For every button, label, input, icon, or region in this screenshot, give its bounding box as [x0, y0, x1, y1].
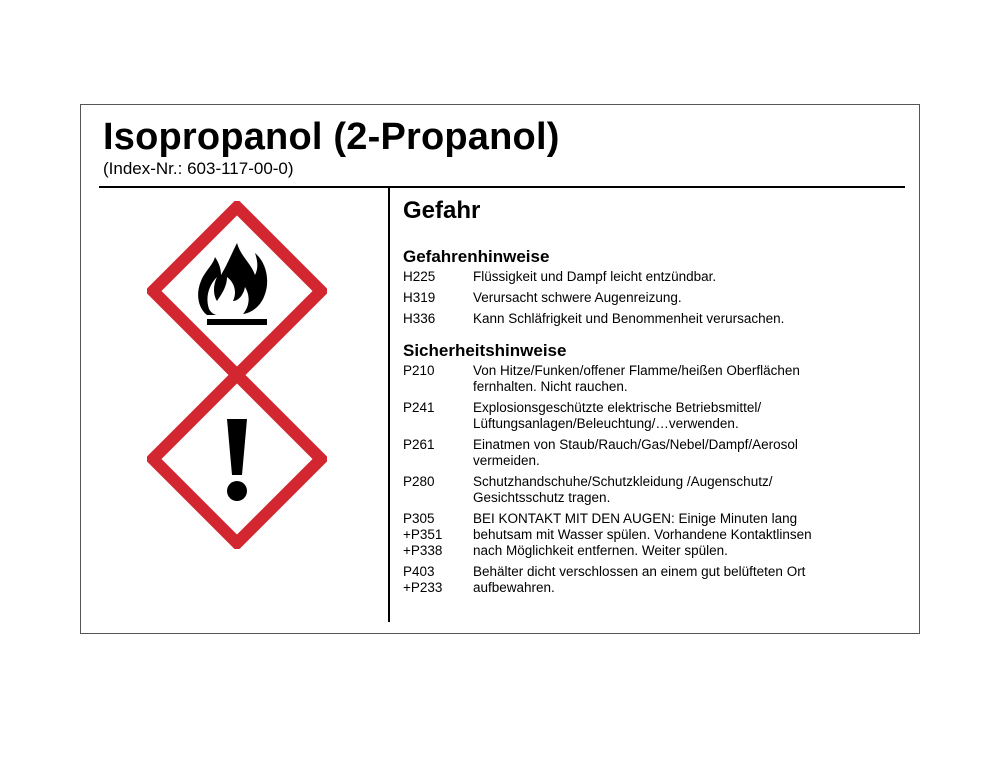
precautionary-statements-list: [403, 363, 903, 596]
hazard-statement: [403, 290, 903, 306]
precautionary-statement: [403, 363, 903, 395]
statement-text: Kann Schläfrigkeit und Benommenheit verursachen.: [473, 311, 785, 326]
statement-code: P305 +P351 +P338: [403, 511, 443, 558]
precautionary-statement: [403, 564, 903, 596]
index-number: (Index-Nr.: 603-117-00-0): [103, 159, 294, 178]
ghs-pictograms: [141, 201, 333, 549]
statement-text: Behälter dicht verschlossen an einem gut belüfteten Ort aufbewahren.: [473, 564, 806, 595]
statements-column: [403, 197, 903, 601]
statement-code: H336: [403, 311, 436, 326]
flame-icon: [147, 201, 327, 381]
statement-code: P210: [403, 363, 435, 378]
exclamation-mark-icon: [147, 369, 327, 549]
hazard-statements-list: [403, 269, 903, 327]
substance-title: Isopropanol (2-Propanol): [103, 116, 560, 158]
precautionary-statement: [403, 511, 903, 559]
statement-text: Flüssigkeit und Dampf leicht entzündbar.: [473, 269, 717, 284]
precautionary-statement: [403, 437, 903, 469]
statement-code: H319: [403, 290, 436, 305]
column-divider: [388, 188, 390, 622]
precautionary-statement: [403, 474, 903, 506]
statement-text: Verursacht schwere Augenreizung.: [473, 290, 682, 305]
precautionary-statement: [403, 400, 903, 432]
hazard-statement: [403, 311, 903, 327]
hazard-label: [80, 104, 920, 634]
statement-text: Explosionsgeschützte elektrische Betriebsmittel/ Lüftungsanlagen/Beleuchtung/…verwenden.: [473, 400, 762, 431]
header-divider: [99, 186, 905, 188]
statement-code: P261: [403, 437, 435, 452]
signal-word: Gefahr: [403, 197, 481, 224]
statement-code: P280: [403, 474, 435, 489]
statement-text: Von Hitze/Funken/offener Flamme/heißen Oberflächen fernhalten. Nicht rauchen.: [473, 363, 800, 394]
statement-code: H225: [403, 269, 436, 284]
precautionary-statements-heading: Sicherheitshinweise: [403, 341, 567, 360]
statement-text: BEI KONTAKT MIT DEN AUGEN: Einige Minuten lang behutsam mit Wasser spülen. Vorhandene Kontaktlinsen nach Möglichkeit entfernen. Weiter spülen.: [473, 511, 812, 558]
statement-text: Einatmen von Staub/Rauch/Gas/Nebel/Dampf/Aerosol vermeiden.: [473, 437, 798, 468]
statement-code: P241: [403, 400, 435, 415]
hazard-statements-heading: Gefahrenhinweise: [403, 247, 550, 266]
hazard-statement: [403, 269, 903, 285]
statement-text: Schutzhandschuhe/Schutzkleidung /Augenschutz/ Gesichtsschutz tragen.: [473, 474, 773, 505]
statement-code: P403 +P233: [403, 564, 443, 595]
